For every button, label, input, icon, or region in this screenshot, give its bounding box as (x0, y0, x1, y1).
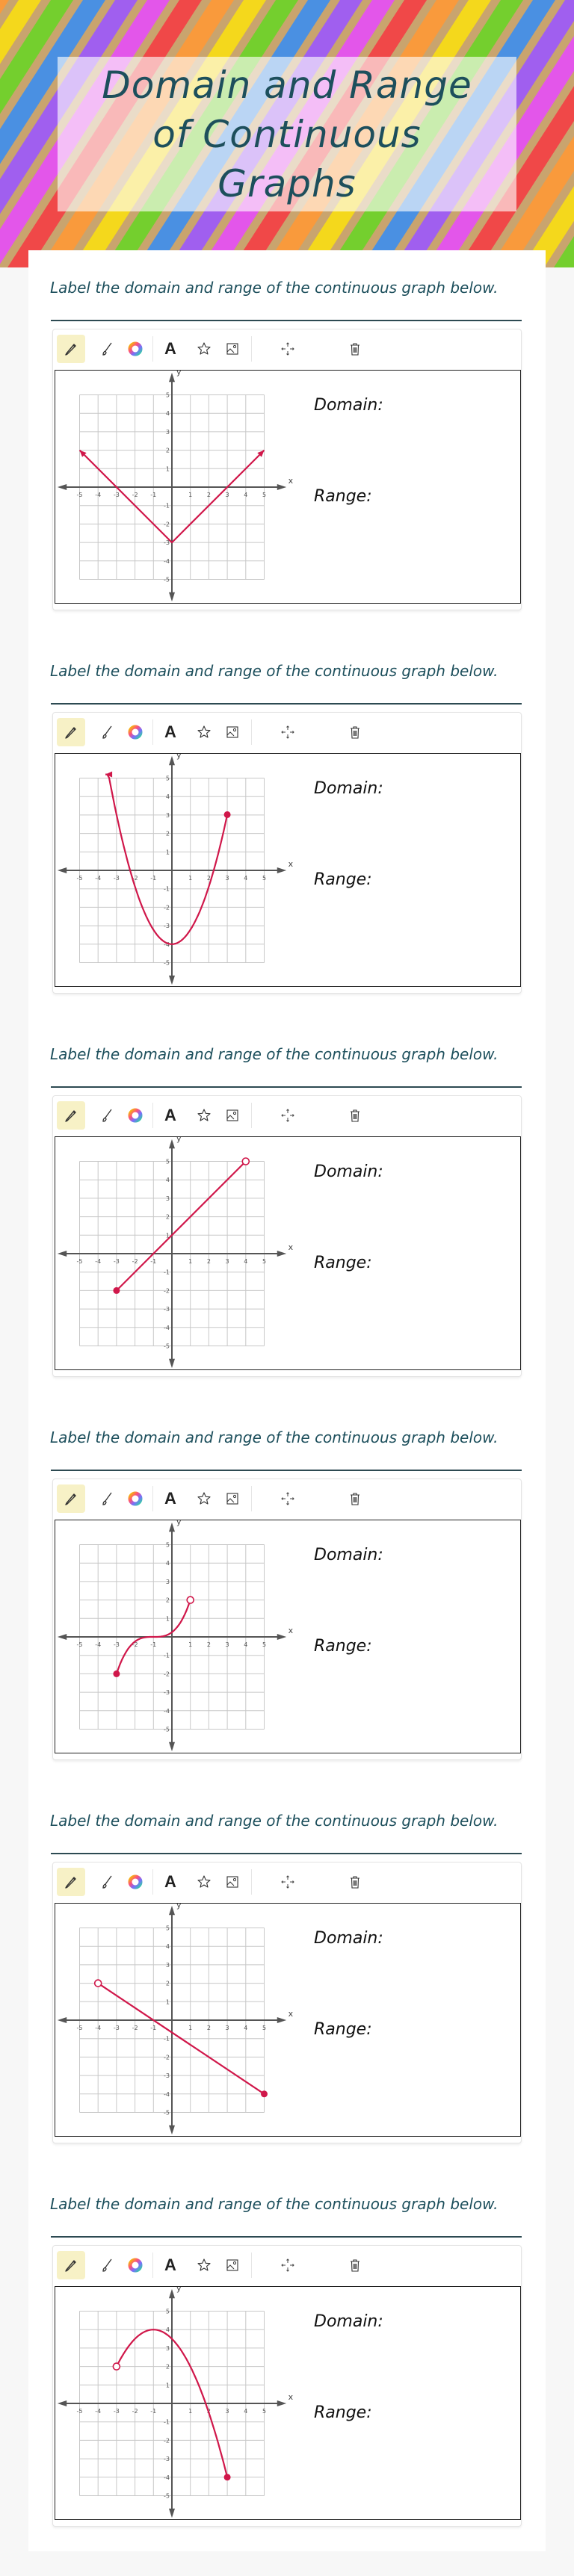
svg-text:3: 3 (165, 1578, 170, 1585)
trash-icon (347, 724, 363, 740)
page-title: Domain and Range of Continuous Graphs (102, 63, 472, 205)
text-icon: A (164, 1106, 176, 1124)
svg-text:-2: -2 (132, 2408, 138, 2415)
question-prompt: Label the domain and range of the continuous graph below. (50, 1428, 499, 1446)
svg-text:-3: -3 (164, 923, 170, 930)
worksheet-card (28, 250, 546, 2551)
brush-tool-button[interactable] (93, 1101, 121, 1130)
image-tool-button[interactable] (218, 335, 247, 363)
toolbar-divider (152, 336, 153, 362)
title-box (58, 57, 516, 211)
image-icon (224, 341, 241, 357)
svg-text:-3: -3 (164, 2072, 170, 2080)
svg-text:y: y (176, 754, 182, 761)
text-icon: A (164, 722, 176, 741)
svg-text:4: 4 (244, 2025, 248, 2031)
svg-text:1: 1 (188, 492, 193, 498)
color-wheel-icon (127, 724, 144, 740)
svg-text:5: 5 (262, 492, 267, 498)
svg-text:-3: -3 (164, 1306, 170, 1313)
text-icon: A (164, 2255, 176, 2274)
svg-text:-4: -4 (95, 1258, 102, 1265)
svg-text:-2: -2 (164, 1287, 170, 1295)
svg-text:-3: -3 (113, 875, 120, 882)
range-label: Range: (314, 487, 372, 506)
image-tool-button[interactable] (218, 1101, 247, 1130)
svg-text:-5: -5 (164, 1343, 170, 1350)
svg-text:5: 5 (165, 1541, 170, 1549)
brush-tool-button[interactable] (93, 1868, 121, 1896)
svg-text:-4: -4 (95, 2025, 102, 2031)
image-icon (224, 2257, 241, 2273)
delete-tool-button[interactable] (341, 1868, 369, 1896)
range-label: Range: (314, 2403, 372, 2422)
svg-text:y: y (176, 2287, 182, 2294)
coordinate-graph (55, 1904, 302, 2135)
svg-text:4: 4 (244, 492, 248, 498)
coordinate-graph (55, 1520, 302, 1752)
svg-text:-5: -5 (76, 1258, 83, 1265)
svg-text:-2: -2 (164, 904, 170, 911)
text-tool-button[interactable] (156, 1484, 185, 1513)
pencil-icon (63, 724, 79, 740)
sticker-tool-button[interactable] (190, 1868, 218, 1896)
star-icon (196, 341, 212, 357)
trash-icon (347, 1490, 363, 1507)
delete-tool-button[interactable] (341, 1484, 369, 1513)
text-icon: A (164, 339, 176, 358)
move-icon (280, 2257, 296, 2273)
move-icon (280, 1107, 296, 1124)
color-wheel-icon (127, 341, 144, 357)
question-section-1 (28, 279, 546, 637)
toolbar-divider (251, 1486, 252, 1511)
delete-tool-button[interactable] (341, 2251, 369, 2279)
domain-label: Domain: (314, 1546, 383, 1564)
svg-text:3: 3 (225, 1641, 229, 1648)
svg-text:-3: -3 (113, 1641, 120, 1648)
svg-text:x: x (288, 2009, 294, 2019)
text-tool-button[interactable] (156, 718, 185, 746)
image-tool-button[interactable] (218, 1484, 247, 1513)
svg-text:-1: -1 (150, 492, 157, 498)
trash-icon (347, 341, 363, 357)
svg-text:4: 4 (165, 1943, 170, 1951)
svg-text:2: 2 (206, 1641, 211, 1648)
pencil-icon (63, 341, 79, 357)
svg-text:2: 2 (165, 1213, 170, 1221)
image-icon (224, 1107, 241, 1124)
color-wheel-icon (127, 1874, 144, 1890)
svg-text:2: 2 (206, 2408, 211, 2415)
svg-text:-2: -2 (132, 1258, 138, 1265)
svg-text:2: 2 (165, 2363, 170, 2371)
svg-text:1: 1 (165, 1615, 170, 1623)
toolbar-divider (152, 1103, 153, 1128)
svg-text:3: 3 (225, 2025, 229, 2031)
svg-text:-5: -5 (164, 1726, 170, 1733)
brush-tool-button[interactable] (93, 335, 121, 363)
domain-label: Domain: (314, 1162, 383, 1181)
prompt-underline (51, 703, 522, 705)
delete-tool-button[interactable] (341, 335, 369, 363)
image-tool-button[interactable] (218, 718, 247, 746)
brush-icon (99, 2257, 115, 2273)
image-icon (224, 1490, 241, 1507)
brush-icon (99, 1490, 115, 1507)
svg-text:-1: -1 (150, 1258, 157, 1265)
svg-text:-2: -2 (164, 2054, 170, 2061)
domain-label: Domain: (314, 396, 383, 415)
coordinate-graph (55, 371, 302, 602)
svg-text:2: 2 (165, 447, 170, 454)
toolbar-divider (251, 2253, 252, 2278)
brush-tool-button[interactable] (93, 2251, 121, 2279)
move-icon (280, 724, 296, 740)
svg-text:-4: -4 (95, 875, 102, 882)
svg-text:-4: -4 (95, 492, 102, 498)
svg-text:3: 3 (165, 428, 170, 436)
drawing-widget (52, 1479, 522, 1760)
domain-label: Domain: (314, 779, 383, 798)
svg-text:-3: -3 (164, 539, 170, 547)
svg-text:-2: -2 (164, 521, 170, 528)
svg-text:-5: -5 (76, 875, 83, 882)
drawing-canvas[interactable] (55, 1903, 521, 2137)
pencil-icon (63, 1490, 79, 1507)
svg-text:-3: -3 (113, 1258, 120, 1265)
svg-text:-2: -2 (132, 875, 138, 882)
pencil-icon (63, 1874, 79, 1890)
svg-text:-3: -3 (113, 492, 120, 498)
image-tool-button[interactable] (218, 2251, 247, 2279)
sticker-tool-button[interactable] (190, 335, 218, 363)
svg-text:x: x (288, 859, 294, 869)
svg-text:2: 2 (206, 2025, 211, 2031)
move-tool-button[interactable] (274, 1484, 302, 1513)
svg-text:-1: -1 (150, 2025, 157, 2031)
text-icon: A (164, 1872, 176, 1891)
svg-text:x: x (288, 476, 294, 486)
svg-text:-1: -1 (150, 1641, 157, 1648)
question-section-2 (28, 662, 546, 1021)
brush-tool-button[interactable] (93, 1484, 121, 1513)
brush-icon (99, 1874, 115, 1890)
prompt-underline (51, 1853, 522, 1854)
move-icon (280, 341, 296, 357)
delete-tool-button[interactable] (341, 718, 369, 746)
svg-text:5: 5 (165, 1158, 170, 1165)
question-prompt: Label the domain and range of the continuous graph below. (50, 279, 499, 297)
svg-text:y: y (176, 1137, 182, 1144)
pencil-tool-button[interactable] (57, 1868, 85, 1896)
text-icon: A (164, 1489, 176, 1508)
coordinate-graph (55, 1137, 302, 1369)
svg-text:3: 3 (225, 2408, 229, 2415)
svg-text:-1: -1 (150, 875, 157, 882)
drawing-canvas[interactable] (55, 753, 521, 987)
svg-text:5: 5 (262, 1258, 267, 1265)
svg-text:1: 1 (165, 849, 170, 856)
pencil-icon (63, 2257, 79, 2273)
svg-text:5: 5 (262, 2025, 267, 2031)
svg-text:4: 4 (244, 1258, 248, 1265)
pencil-tool-button[interactable] (57, 1101, 85, 1130)
svg-text:-2: -2 (132, 2025, 138, 2031)
svg-text:3: 3 (165, 2344, 170, 2352)
svg-text:3: 3 (165, 1961, 170, 1969)
toolbar-divider (251, 1869, 252, 1895)
toolbar-divider (152, 2253, 153, 2278)
svg-text:2: 2 (206, 1258, 211, 1265)
color-picker-button[interactable] (121, 2251, 149, 2279)
color-picker-button[interactable] (121, 1868, 149, 1896)
question-section-4 (28, 1428, 546, 1787)
svg-text:x: x (288, 2392, 294, 2402)
prompt-underline (51, 320, 522, 321)
question-prompt: Label the domain and range of the continuous graph below. (50, 2195, 499, 2213)
trash-icon (347, 1107, 363, 1124)
svg-text:-1: -1 (150, 2408, 157, 2415)
sticker-tool-button[interactable] (190, 2251, 218, 2279)
sticker-tool-button[interactable] (190, 1484, 218, 1513)
svg-text:-2: -2 (132, 492, 138, 498)
drawing-canvas[interactable] (55, 370, 521, 604)
svg-text:1: 1 (188, 2408, 193, 2415)
svg-text:-4: -4 (164, 557, 170, 565)
question-section-3 (28, 1045, 546, 1404)
sticker-tool-button[interactable] (190, 1101, 218, 1130)
pencil-tool-button[interactable] (57, 718, 85, 746)
color-wheel-icon (127, 1490, 144, 1507)
range-label: Range: (314, 2020, 372, 2039)
svg-text:-5: -5 (76, 492, 83, 498)
delete-tool-button[interactable] (341, 1101, 369, 1130)
coordinate-graph (55, 2287, 302, 2518)
toolbar-divider (251, 336, 252, 362)
svg-text:-4: -4 (164, 941, 170, 948)
svg-text:1: 1 (188, 2025, 193, 2031)
color-picker-button[interactable] (121, 335, 149, 363)
svg-text:2: 2 (165, 830, 170, 837)
drawing-canvas[interactable] (55, 2286, 521, 2520)
trash-icon (347, 2257, 363, 2273)
drawing-widget (52, 2245, 522, 2527)
toolbar-divider (251, 1103, 252, 1128)
text-tool-button[interactable] (156, 1101, 185, 1130)
color-picker-button[interactable] (121, 1484, 149, 1513)
svg-text:1: 1 (165, 1232, 170, 1239)
question-prompt: Label the domain and range of the continuous graph below. (50, 662, 499, 680)
star-icon (196, 2257, 212, 2273)
pencil-tool-button[interactable] (57, 335, 85, 363)
svg-text:-3: -3 (113, 2025, 120, 2031)
coordinate-graph (55, 754, 302, 985)
header-banner (0, 0, 574, 267)
question-section-6 (28, 2195, 546, 2554)
svg-text:-5: -5 (164, 959, 170, 967)
color-picker-button[interactable] (121, 1101, 149, 1130)
svg-text:1: 1 (188, 1641, 193, 1648)
pencil-icon (63, 1107, 79, 1124)
drawing-widget (52, 1095, 522, 1377)
svg-text:-5: -5 (76, 2025, 83, 2031)
image-icon (224, 724, 241, 740)
question-prompt: Label the domain and range of the continuous graph below. (50, 1812, 499, 1830)
svg-text:5: 5 (262, 875, 267, 882)
image-tool-button[interactable] (218, 1868, 247, 1896)
pencil-tool-button[interactable] (57, 2251, 85, 2279)
drawing-canvas[interactable] (55, 1136, 521, 1370)
svg-text:-4: -4 (164, 1324, 170, 1331)
svg-text:3: 3 (225, 875, 229, 882)
toolbar-divider (152, 1869, 153, 1895)
svg-text:5: 5 (262, 2408, 267, 2415)
svg-text:1: 1 (165, 2382, 170, 2389)
svg-text:-3: -3 (113, 2408, 120, 2415)
svg-text:4: 4 (165, 793, 170, 801)
toolbar-divider (152, 719, 153, 745)
move-tool-button[interactable] (274, 1868, 302, 1896)
range-label: Range: (314, 1637, 372, 1656)
svg-text:2: 2 (206, 875, 211, 882)
svg-text:2: 2 (165, 1597, 170, 1604)
svg-text:3: 3 (165, 811, 170, 819)
svg-text:1: 1 (165, 1998, 170, 2006)
text-tool-button[interactable] (156, 1868, 185, 1896)
svg-text:5: 5 (165, 391, 170, 399)
svg-text:x: x (288, 1242, 294, 1252)
drawing-canvas[interactable] (55, 1520, 521, 1753)
svg-text:y: y (176, 1520, 182, 1527)
drawing-toolbar (53, 1863, 521, 1903)
svg-text:-2: -2 (164, 1671, 170, 1678)
drawing-widget (52, 1862, 522, 2143)
question-section-5 (28, 1812, 546, 2170)
brush-icon (99, 724, 115, 740)
svg-text:-3: -3 (164, 1689, 170, 1697)
toolbar-divider (152, 1486, 153, 1511)
move-tool-button[interactable] (274, 335, 302, 363)
move-icon (280, 1874, 296, 1890)
svg-text:5: 5 (262, 1641, 267, 1648)
domain-label: Domain: (314, 1929, 383, 1948)
move-icon (280, 1490, 296, 1507)
svg-text:4: 4 (165, 410, 170, 418)
drawing-toolbar (53, 1479, 521, 1520)
svg-text:-4: -4 (164, 2090, 170, 2098)
star-icon (196, 1107, 212, 1124)
range-label: Range: (314, 870, 372, 889)
svg-text:y: y (176, 371, 182, 377)
move-tool-button[interactable] (274, 1101, 302, 1130)
sticker-tool-button[interactable] (190, 718, 218, 746)
svg-text:1: 1 (188, 1258, 193, 1265)
svg-text:1: 1 (165, 465, 170, 473)
svg-text:-2: -2 (164, 2437, 170, 2445)
question-prompt: Label the domain and range of the continuous graph below. (50, 1045, 499, 1063)
svg-text:-2: -2 (132, 1641, 138, 1648)
svg-text:4: 4 (165, 1177, 170, 1184)
svg-text:-5: -5 (164, 2109, 170, 2117)
svg-text:4: 4 (244, 875, 248, 882)
star-icon (196, 1874, 212, 1890)
svg-text:-1: -1 (164, 502, 170, 510)
svg-text:-1: -1 (164, 2418, 170, 2426)
svg-text:-1: -1 (164, 885, 170, 893)
svg-text:3: 3 (225, 492, 229, 498)
drawing-widget (52, 329, 522, 610)
trash-icon (347, 1874, 363, 1890)
prompt-underline (51, 1470, 522, 1471)
brush-icon (99, 1107, 115, 1124)
svg-text:5: 5 (165, 2308, 170, 2315)
svg-text:-4: -4 (95, 2408, 102, 2415)
svg-text:-1: -1 (164, 2035, 170, 2043)
pencil-tool-button[interactable] (57, 1484, 85, 1513)
move-tool-button[interactable] (274, 2251, 302, 2279)
range-label: Range: (314, 1254, 372, 1272)
svg-text:4: 4 (244, 2408, 248, 2415)
drawing-toolbar (53, 1096, 521, 1136)
color-wheel-icon (127, 2257, 144, 2273)
color-wheel-icon (127, 1107, 144, 1124)
svg-text:y: y (176, 1904, 182, 1910)
prompt-underline (51, 1086, 522, 1088)
toolbar-divider (251, 719, 252, 745)
svg-text:3: 3 (225, 1258, 229, 1265)
svg-text:5: 5 (165, 775, 170, 782)
svg-text:2: 2 (165, 1980, 170, 1987)
svg-text:-4: -4 (164, 1707, 170, 1715)
drawing-widget (52, 712, 522, 994)
color-picker-button[interactable] (121, 718, 149, 746)
svg-text:-5: -5 (164, 2492, 170, 2500)
svg-text:-5: -5 (76, 2408, 83, 2415)
drawing-toolbar (53, 329, 521, 370)
svg-text:-4: -4 (95, 1641, 102, 1648)
svg-text:-5: -5 (76, 1641, 83, 1648)
svg-text:-4: -4 (164, 2474, 170, 2481)
drawing-toolbar (53, 2246, 521, 2286)
star-icon (196, 1490, 212, 1507)
brush-tool-button[interactable] (93, 718, 121, 746)
brush-icon (99, 341, 115, 357)
svg-text:4: 4 (165, 1560, 170, 1567)
svg-text:4: 4 (165, 2326, 170, 2334)
text-tool-button[interactable] (156, 2251, 185, 2279)
svg-text:-3: -3 (164, 2456, 170, 2463)
text-tool-button[interactable] (156, 335, 185, 363)
svg-text:3: 3 (165, 1195, 170, 1202)
svg-text:2: 2 (206, 492, 211, 498)
drawing-toolbar (53, 713, 521, 753)
svg-text:-1: -1 (164, 1652, 170, 1659)
svg-text:1: 1 (188, 875, 193, 882)
star-icon (196, 724, 212, 740)
svg-text:-5: -5 (164, 576, 170, 583)
image-icon (224, 1874, 241, 1890)
svg-text:-1: -1 (164, 1269, 170, 1276)
move-tool-button[interactable] (274, 718, 302, 746)
svg-text:x: x (288, 1626, 294, 1635)
svg-text:4: 4 (244, 1641, 248, 1648)
svg-text:5: 5 (165, 1925, 170, 1932)
domain-label: Domain: (314, 2312, 383, 2331)
prompt-underline (51, 2236, 522, 2238)
